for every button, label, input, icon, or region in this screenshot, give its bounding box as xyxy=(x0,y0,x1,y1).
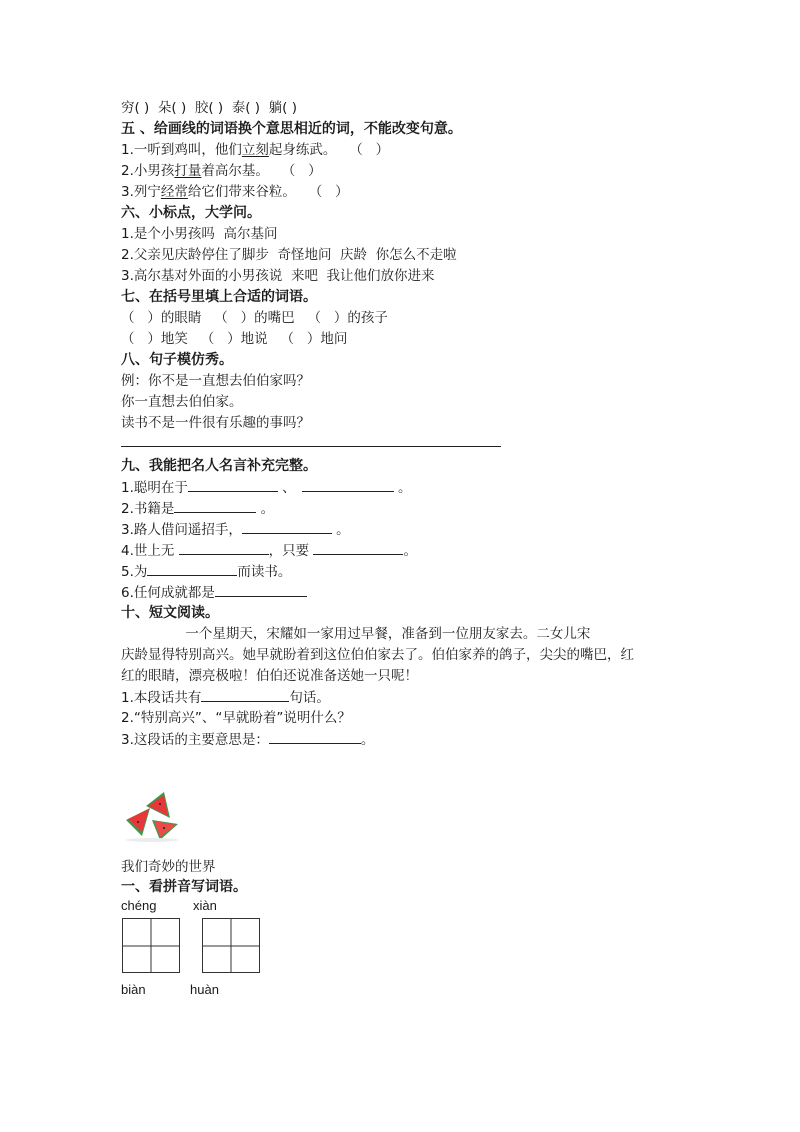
s9-q4-text-b: ，只要 xyxy=(268,543,314,559)
blank-line xyxy=(179,540,269,555)
s9-q3-text-a: 3.路人借问遥招手， xyxy=(121,522,242,538)
section-6-heading: 六、小标点，大学问。 xyxy=(121,205,261,221)
s8-example-2: 你一直想去伯伯家。 xyxy=(121,394,243,410)
s6-question-1: 1.是个小男孩吗 高尔基问 xyxy=(121,226,278,242)
s5-q2-underlined: 打量 xyxy=(174,163,202,179)
s9-question-2 xyxy=(121,498,274,519)
s9-q5-text-a: 5.为 xyxy=(121,564,148,580)
s5-question-3 xyxy=(121,182,349,202)
s5-q1-underlined: 立刻 xyxy=(241,142,269,158)
s6-question-3: 3.高尔基对外面的小男孩说 来吧 我让他们放你进来 xyxy=(121,268,435,284)
s5-question-2 xyxy=(121,161,322,181)
watermelon-icon xyxy=(120,790,184,842)
s9-q4-text-a: 4.世上无 xyxy=(121,543,179,559)
blank-line xyxy=(201,687,289,702)
s9-q2-text-a: 2.书籍是 xyxy=(121,501,175,517)
s9-q1-text-b: 、 xyxy=(277,480,296,496)
s10-passage-line-1: 一个星期天，宋耀如一家用过早餐，准备到一位朋友家去。二女儿宋 xyxy=(121,626,591,642)
s9-question-4 xyxy=(121,540,417,561)
s10-q3-text-a: 3.这段话的主要意思是： xyxy=(121,732,269,748)
section-5-heading: 五 、给画线的词语换个意思相近的词，不能改变句意。 xyxy=(121,121,462,137)
s7-question-1: （ ）的眼睛 （ ）的嘴巴 （ ）的孩子 xyxy=(121,310,388,326)
s5-question-1 xyxy=(121,140,389,160)
s6-question-2: 2.父亲见庆龄停住了脚步 奇怪地问 庆龄 你怎么不走啦 xyxy=(121,247,457,263)
s5-q1-text-a: 1.一听到鸡叫，他们 xyxy=(121,142,242,158)
s10-question-2: 2.“特别高兴”、“早就盼着”说明什么？ xyxy=(121,710,351,726)
writing-grid[interactable] xyxy=(202,918,260,973)
s9-question-1 xyxy=(121,477,411,498)
s8-question: 读书不是一件很有乐趣的事吗？ xyxy=(121,415,310,431)
writing-grid[interactable] xyxy=(122,918,180,973)
char-fill-line: 穷( ) 朵( ) 胶( ) 泰( ) 躺( ) xyxy=(121,100,297,116)
pinyin-label: huàn xyxy=(190,982,219,997)
s9-q1-text-a: 1.聪明在于 xyxy=(121,480,188,496)
blank-line xyxy=(215,582,307,597)
unit-1-heading: 一、看拼音写词语。 xyxy=(121,879,247,895)
s5-q2-text-a: 2.小男孩 xyxy=(121,163,175,179)
s7-question-2: （ ）地笑 （ ）地说 （ ）地问 xyxy=(121,331,348,347)
s10-q3-text-b: 。 xyxy=(360,732,375,748)
blank-line xyxy=(174,498,256,513)
s5-q3-text-a: 3.列宁 xyxy=(121,184,161,200)
s9-q1-text-c: 。 xyxy=(393,480,412,496)
unit-title: 我们奇妙的世界 xyxy=(121,859,216,875)
s9-q2-text-b: 。 xyxy=(256,501,275,517)
blank-line xyxy=(188,477,278,492)
section-7-heading: 七、在括号里填上合适的词语。 xyxy=(121,289,317,305)
blank-line xyxy=(302,477,394,492)
s10-question-3 xyxy=(121,729,374,750)
s10-passage-line-2: 庆龄显得特别高兴。她早就盼着到这位伯伯家去了。伯伯家养的鸽子，尖尖的嘴巴，红 xyxy=(121,647,634,663)
pinyin-label: chéng xyxy=(121,898,157,913)
s10-q1-text-b: 句话。 xyxy=(289,690,330,706)
answer-line xyxy=(121,446,501,447)
s9-question-5 xyxy=(121,561,291,582)
s10-passage-line-3: 红的眼睛，漂亮极啦！伯伯还说准备送她一只呢！ xyxy=(121,668,418,684)
s9-question-3 xyxy=(121,519,350,540)
pinyin-label: biàn xyxy=(121,982,146,997)
s8-example-1: 例：你不是一直想去伯伯家吗？ xyxy=(121,373,310,389)
blank-line xyxy=(242,519,332,534)
section-8-heading: 八、句子模仿秀。 xyxy=(121,352,233,368)
s9-q3-text-b: 。 xyxy=(331,522,350,538)
pinyin-label: xiàn xyxy=(193,898,217,913)
blank-line xyxy=(269,729,361,744)
s5-q3-underlined: 经常 xyxy=(160,184,188,200)
section-10-heading: 十、短文阅读。 xyxy=(121,605,219,621)
s5-q2-text-b: 着高尔基。 （ ） xyxy=(201,163,322,179)
s10-q1-text-a: 1.本段话共有 xyxy=(121,690,202,706)
blank-line xyxy=(147,561,237,576)
s5-q1-text-b: 起身练武。 （ ） xyxy=(268,142,390,158)
s9-question-6 xyxy=(121,582,307,603)
blank-line xyxy=(313,540,403,555)
s10-question-1 xyxy=(121,687,330,708)
s5-q3-text-b: 给它们带来谷粒。 （ ） xyxy=(187,184,349,200)
s9-q6-text-a: 6.任何成就都是 xyxy=(121,585,215,601)
s9-q5-text-b: 而读书。 xyxy=(237,564,292,580)
section-9-heading: 九、我能把名人名言补充完整。 xyxy=(121,458,317,474)
s9-q4-text-c: 。 xyxy=(403,543,417,559)
